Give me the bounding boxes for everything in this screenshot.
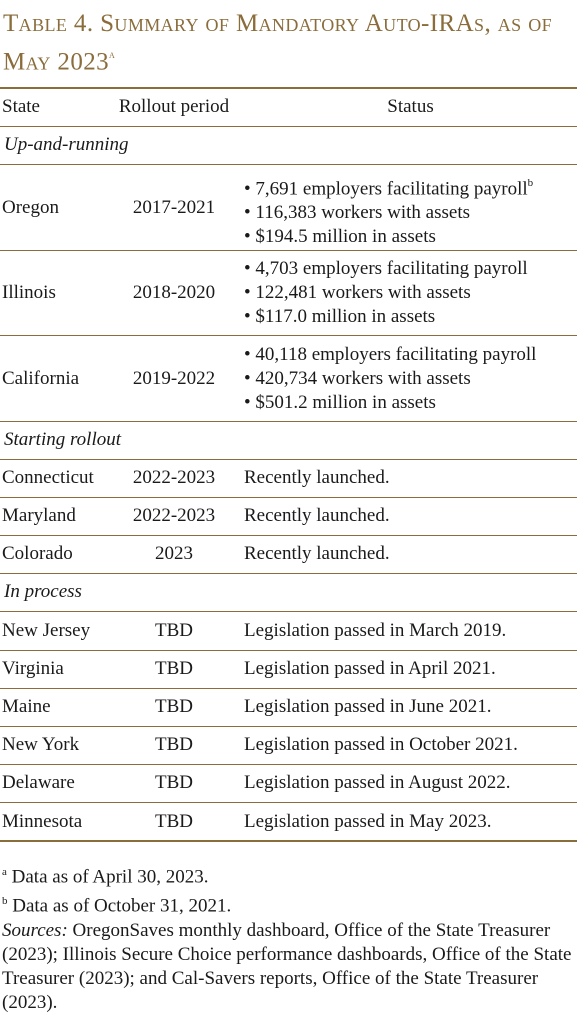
section-row-starting-rollout xyxy=(0,428,577,452)
section-label: In process xyxy=(4,581,82,602)
cell-rollout-period: TBD xyxy=(155,658,193,679)
cell-state: Minnesota xyxy=(2,811,83,832)
table-top-rule xyxy=(0,87,577,89)
cell-status: Legislation passed in April 2021. xyxy=(244,658,496,679)
cell-status: Legislation passed in October 2021. xyxy=(244,734,518,755)
header-rule xyxy=(0,126,577,127)
sources-note xyxy=(2,919,578,1015)
table-row-connecticut xyxy=(0,466,577,490)
table-row-maryland xyxy=(0,504,577,528)
status-bullet: • $501.2 million in assets xyxy=(244,392,436,413)
header-rollout-period: Rollout period xyxy=(118,96,230,117)
status-bullet: • $194.5 million in assets xyxy=(244,226,436,248)
cell-rollout-period: TBD xyxy=(155,696,193,717)
status-bullet: • 420,734 workers with assets xyxy=(244,368,471,389)
table-row-maine xyxy=(0,695,577,719)
table-title xyxy=(3,8,579,78)
row-divider xyxy=(0,459,577,460)
header-state: State xyxy=(2,96,40,117)
cell-status: Legislation passed in March 2019. xyxy=(244,620,507,641)
cell-state: Connecticut xyxy=(2,467,94,488)
status-bullet: • 116,383 workers with assets xyxy=(244,202,471,224)
row-divider xyxy=(0,421,577,422)
title-footnote-marker: a xyxy=(109,47,116,61)
row-divider xyxy=(0,726,577,727)
status-footnote-marker: b xyxy=(527,177,534,189)
cell-rollout-period: TBD xyxy=(155,772,193,793)
cell-status: Recently launched. xyxy=(244,467,390,488)
cell-state: Colorado xyxy=(2,543,73,564)
cell-state: Virginia xyxy=(2,658,64,679)
table-row-california xyxy=(0,343,577,415)
row-divider xyxy=(0,535,577,536)
sources-label: Sources: xyxy=(2,919,68,941)
footnote-a-text: Data as of April 30, 2023. xyxy=(6,866,209,888)
cell-state: New Jersey xyxy=(2,620,91,641)
cell-status-list xyxy=(244,343,536,415)
cell-state: Illinois xyxy=(2,282,56,303)
row-divider xyxy=(0,650,577,651)
cell-state: Delaware xyxy=(2,772,75,793)
footnote-b xyxy=(2,889,578,918)
cell-status: Legislation passed in August 2022. xyxy=(244,772,511,793)
cell-state: Oregon xyxy=(2,197,59,218)
cell-status: Legislation passed in June 2021. xyxy=(244,696,492,717)
status-bullet: • 40,118 employers facilitating payroll xyxy=(244,344,537,365)
table-bottom-rule xyxy=(0,840,577,842)
table-row-virginia xyxy=(0,657,577,681)
section-label: Up-and-running xyxy=(4,134,129,155)
table-row-delaware xyxy=(0,771,577,795)
cell-state: Maryland xyxy=(2,505,76,526)
cell-status: Recently launched. xyxy=(244,505,390,526)
cell-status-list xyxy=(244,257,528,329)
cell-state: New York xyxy=(2,734,80,755)
cell-status: Legislation passed in May 2023. xyxy=(244,811,492,832)
cell-rollout-period: TBD xyxy=(155,620,193,641)
footnote-a-marker: a xyxy=(2,866,7,878)
table-row-minnesota xyxy=(0,810,577,834)
table-title-text: Table 4. Summary of Mandatory Auto-IRAs, as of May 2023 xyxy=(3,10,553,76)
status-bullet: • 4,703 employers facilitating payroll xyxy=(244,258,528,279)
footnote-b-marker: b xyxy=(2,895,8,908)
sources-text: OregonSaves monthly dashboard, Office of the State Treasurer (2023); Illinois Secure Choice performance dashboards, Office of the State Treasurer (2023); and Cal-Savers reports, Office of the State Treasurer (2023). xyxy=(2,919,572,1013)
row-divider xyxy=(0,335,577,336)
header-status: Status xyxy=(387,96,434,117)
cell-rollout-period: 2017-2021 xyxy=(132,197,216,218)
section-row-up-and-running xyxy=(0,133,577,157)
table-row-colorado xyxy=(0,542,577,566)
row-divider xyxy=(0,688,577,689)
cell-rollout-period: 2019-2022 xyxy=(132,368,216,389)
table-row-new-jersey xyxy=(0,619,577,643)
status-bullet: • 7,691 employers facilitating payroll$^b$ xyxy=(244,177,534,200)
cell-rollout-period: 2022-2023 xyxy=(132,467,216,488)
footnote-b-text: Data as of October 31, 2021. xyxy=(7,895,232,917)
row-divider xyxy=(0,250,577,251)
cell-state: California xyxy=(2,368,80,389)
row-divider xyxy=(0,573,577,574)
table-title-block xyxy=(3,8,579,78)
table-header-row xyxy=(0,95,577,119)
row-divider xyxy=(0,802,577,803)
table-row-illinois xyxy=(0,257,577,329)
row-divider xyxy=(0,164,577,165)
row-divider xyxy=(0,497,577,498)
table-row-oregon xyxy=(0,172,577,248)
cell-status-list xyxy=(244,172,533,249)
cell-rollout-period: 2023 xyxy=(155,543,193,564)
cell-state: Maine xyxy=(2,696,51,717)
section-label: Starting rollout xyxy=(4,429,122,450)
footnote-a xyxy=(2,860,578,889)
table-row-new-york xyxy=(0,733,577,757)
cell-status: Recently launched. xyxy=(244,543,390,564)
status-bullet: • 122,481 workers with assets xyxy=(244,282,471,303)
row-divider xyxy=(0,764,577,765)
status-bullet: • $117.0 million in assets xyxy=(244,306,436,327)
cell-rollout-period: TBD xyxy=(155,811,193,832)
cell-rollout-period: TBD xyxy=(155,734,193,755)
section-row-in-process xyxy=(0,580,577,604)
cell-rollout-period: 2018-2020 xyxy=(132,282,216,303)
row-divider xyxy=(0,611,577,612)
cell-rollout-period: 2022-2023 xyxy=(132,505,216,526)
table-notes xyxy=(2,860,578,1015)
